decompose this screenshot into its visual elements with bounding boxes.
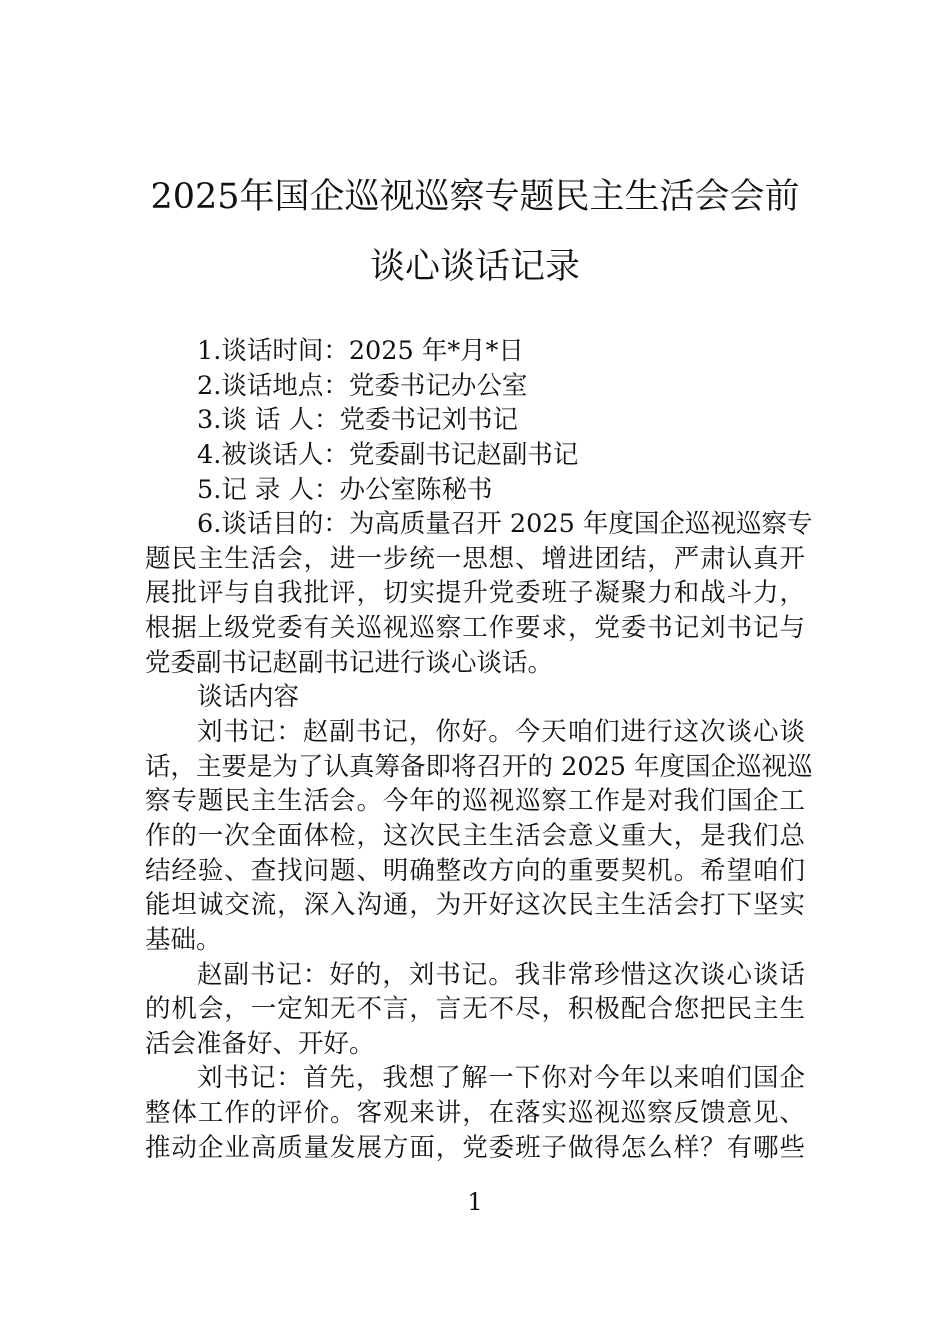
document-title-line-1: 2025年国企巡视巡察专题民主生活会会前 [150, 177, 800, 217]
paragraph [145, 1061, 805, 1165]
text-line: 基础。 [145, 924, 222, 955]
paragraph [145, 680, 805, 715]
text-line: 赵副书记：好的，刘书记。我非常珍惜这次谈心谈话 [197, 959, 805, 990]
paragraph [145, 438, 805, 473]
text-line: 整体工作的评价。客观来讲，在落实巡视巡察反馈意见、 [145, 1098, 805, 1129]
text-line: 刘书记：赵副书记，你好。今天咱们进行这次谈心谈 [197, 717, 805, 748]
text-line: 1.谈话时间：2025 年*月*日 [197, 336, 524, 366]
paragraph [145, 715, 813, 957]
paragraph [145, 473, 805, 508]
text-line: 结经验、查找问题、明确整改方向的重要契机。希望咱们 [145, 855, 805, 886]
text-line: 刘书记：首先，我想了解一下你对今年以来咱们国企 [197, 1063, 805, 1094]
text-line: 能坦诚交流，深入沟通，为开好这次民主生活会打下坚实 [145, 890, 805, 921]
text-line: 3.谈 话 人：党委书记刘书记 [197, 405, 519, 436]
text-line: 的机会，一定知无不言，言无不尽，积极配合您把民主生 [145, 994, 805, 1025]
text-line: 展批评与自我批评，切实提升党委班子凝聚力和战斗力， [145, 578, 805, 609]
text-line: 话，主要是为了认真筹备即将召开的 2025 年度国企巡视巡 [145, 751, 813, 782]
text-line: 根据上级党委有关巡视巡察工作要求，党委书记刘书记与 [145, 613, 805, 644]
paragraph [145, 334, 805, 369]
text-line: 4.被谈话人：党委副书记赵副书记 [197, 439, 579, 470]
text-line: 活会准备好、开好。 [145, 1028, 375, 1059]
text-line: 题民主生活会，进一步统一思想、增进团结，严肃认真开 [145, 543, 805, 574]
page-number: 1 [467, 1188, 483, 1216]
paragraph [145, 507, 813, 680]
document-title-line-2: 谈心谈话记录 [369, 247, 580, 287]
paragraph [145, 369, 805, 404]
text-line: 党委副书记赵副书记进行谈心谈话。 [145, 647, 554, 678]
paragraph [145, 958, 805, 1062]
document-body [145, 334, 813, 1165]
paragraph [145, 403, 805, 438]
text-line: 谈话内容 [197, 682, 300, 713]
text-line: 推动企业高质量发展方面，党委班子做得怎么样？有哪些 [145, 1132, 805, 1163]
text-line: 作的一次全面体检，这次民主生活会意义重大，是我们总 [145, 820, 805, 851]
text-line: 察专题民主生活会。今年的巡视巡察工作是对我们国企工 [145, 786, 805, 817]
text-line: 5.记 录 人：办公室陈秘书 [197, 474, 493, 505]
text-line: 6.谈话目的：为高质量召开 2025 年度国企巡视巡察专 [197, 509, 813, 540]
text-line: 2.谈话地点：党委书记办公室 [197, 370, 528, 401]
